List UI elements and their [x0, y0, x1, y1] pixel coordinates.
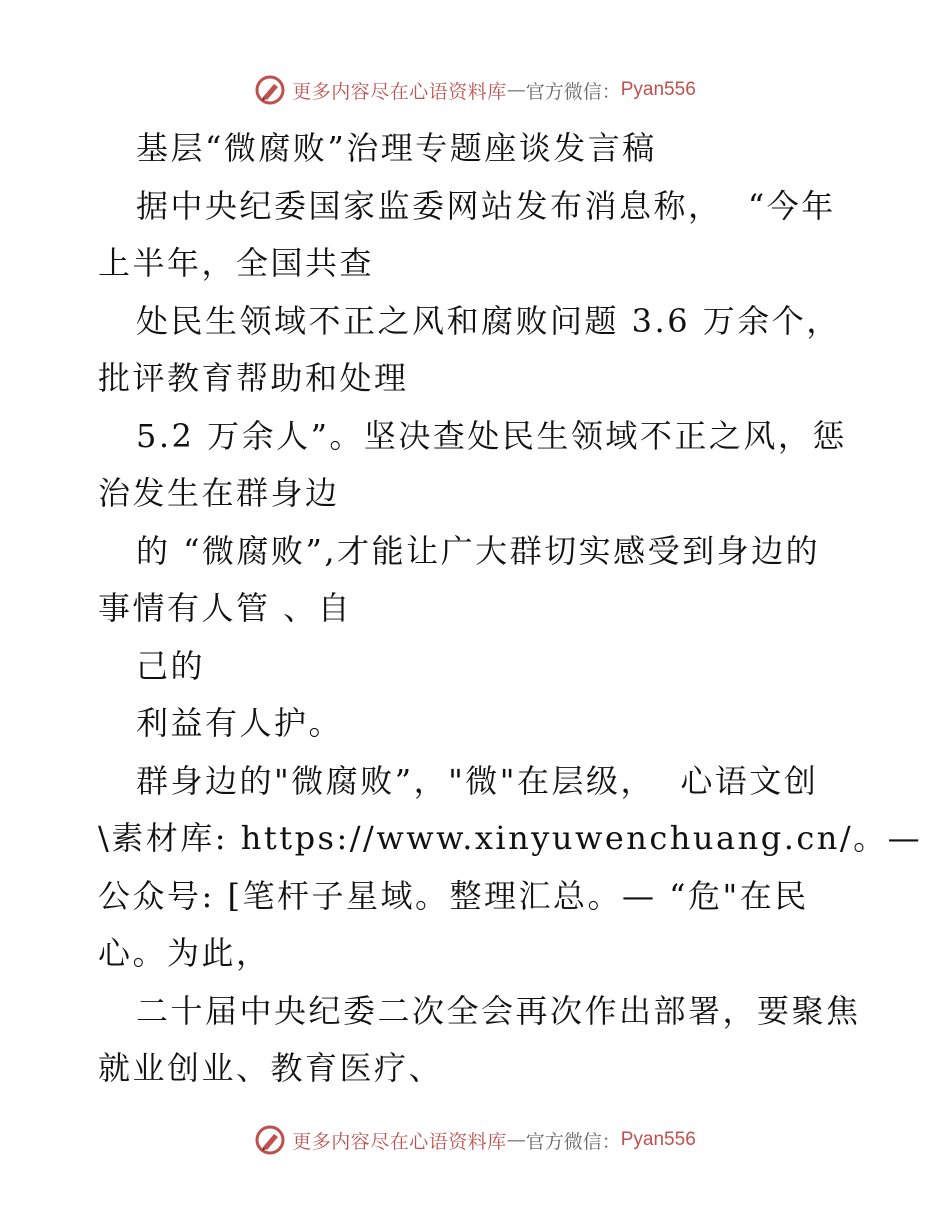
wechat-id: Pyan556: [620, 79, 696, 100]
text-line: 利益有人护。: [136, 704, 344, 742]
wechat-label: 官方微信：: [525, 80, 621, 103]
text-line: 据中央纪委国家监委网站发布消息称， “今年: [136, 186, 836, 225]
text-line: 群身边的"微腐败”，"微"在层级， 心语文创: [136, 761, 819, 800]
pen-circle-logo-icon: [254, 1124, 286, 1156]
text-line: 心。为此，: [98, 934, 271, 972]
document-body: [98, 120, 923, 1098]
text-line: 二十届中央纪委二次全会再次作出部署，要聚焦: [136, 991, 861, 1030]
text-line: 处民生领域不正之风和腐败问题 3.6 万余个，: [136, 301, 841, 340]
text-line: 公众号: [笔杆子星域。整理汇总。— “危"在民: [98, 876, 809, 915]
text-line: 己的: [136, 646, 206, 685]
text-line: \素材库: https://www.xinyuwenchuang.cn/。—: [98, 819, 923, 857]
banner-separator: —: [506, 79, 526, 101]
text-line: 就业创业、教育医疗、: [98, 1049, 444, 1087]
wechat-id: Pyan556: [620, 1129, 696, 1150]
brand-text: 更多内容尽在心语资料库: [292, 80, 507, 103]
text-line: 5.2 万余人”。坚决查处民生领域不正之风，惩: [136, 416, 847, 455]
wechat-label: 官方微信：: [525, 1130, 621, 1153]
brand-text: 更多内容尽在心语资料库: [292, 1130, 507, 1153]
banner-separator: —: [506, 1129, 526, 1151]
text-line: 批评教育帮助和处理: [98, 359, 409, 397]
text-line: 的 “微腐败”,才能让广大群切实感受到身边的: [136, 531, 821, 570]
pen-circle-logo-icon: [254, 74, 286, 106]
text-line: 事情有人管 、自: [98, 589, 353, 627]
text-line: 治发生在群身边: [98, 474, 340, 512]
footer-banner: [0, 1120, 950, 1160]
document-title: 基层“微腐败”治理专题座谈发言稿: [136, 129, 657, 167]
header-banner: [0, 70, 950, 110]
text-line: 上半年，全国共查: [98, 244, 375, 282]
